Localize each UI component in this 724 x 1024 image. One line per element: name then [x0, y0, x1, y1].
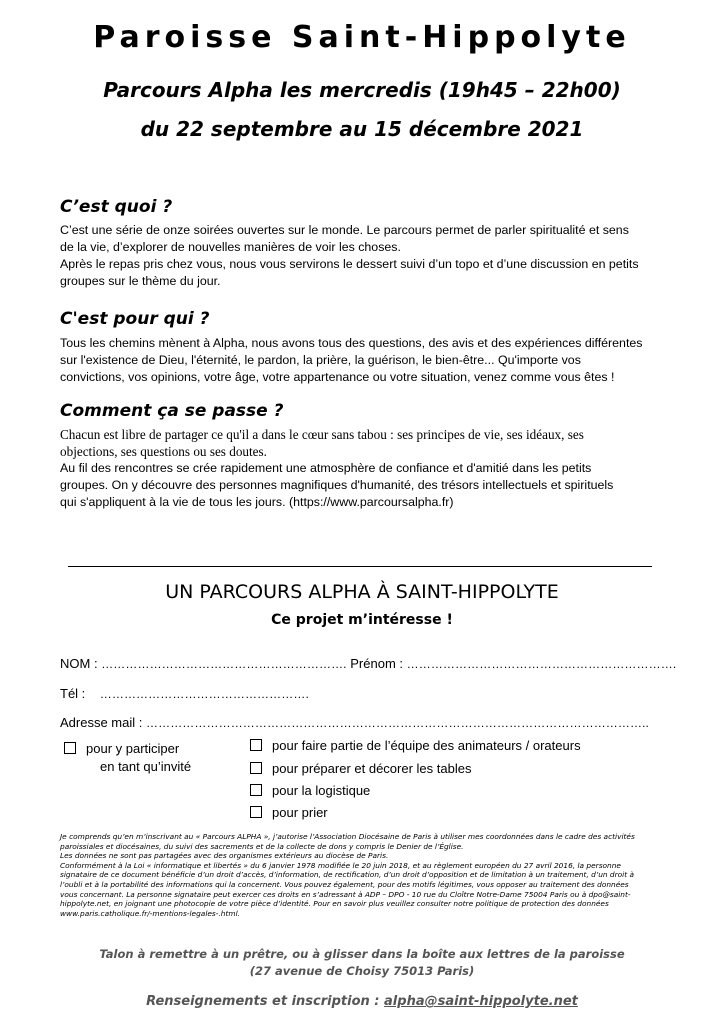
- tel-field[interactable]: …………………………………………….: [99, 687, 309, 701]
- text-line: objections, ses questions ou ses doutes.: [60, 444, 267, 459]
- prenom-field[interactable]: ………………………………………………………….: [406, 657, 677, 671]
- footer-instructions: Talon à remettre à un prêtre, ou à glisser dans la boîte aux lettres de la paroisse: [99, 947, 625, 961]
- legal-line: hippolyte.net, en joignant une photocopie de votre pièce d’identité. Pour en savoir plus veuillez consulter notre politique de protection des données: [60, 899, 609, 909]
- legal-line: l’oubli et à la portabilité des informations qui la concernent. Vous pouvez également, pour des motifs légitimes, vous opposer au traitement des données: [60, 879, 629, 889]
- section-heading-how: Comment ça se passe ?: [60, 401, 284, 421]
- text-line: C’est une série de onze soirées ouvertes sur le monde. Le parcours permet de parler spiritualité et sens: [60, 223, 629, 237]
- text-line: qui s'appliquent à la vie de tous les jours. (https://www.parcoursalpha.fr): [60, 495, 454, 509]
- text-line: Tous les chemins mènent à Alpha, nous avons tous des questions, des avis et des expériences différentes: [60, 336, 643, 350]
- checkbox[interactable]: [250, 762, 262, 774]
- text-line: Chacun est libre de partager ce qu'il a dans le cœur sans tabou : ses principes de vie, ses idéaux, ses: [60, 427, 584, 442]
- option-tables[interactable]: [250, 761, 471, 776]
- page-subtitle-schedule: Parcours Alpha les mercredis (19h45 – 22h00): [103, 78, 621, 102]
- option-label: pour y participer: [86, 741, 180, 756]
- checkbox[interactable]: [64, 742, 76, 754]
- text-line: groupes sur le thème du jour.: [60, 274, 221, 288]
- option-animateurs[interactable]: [250, 738, 581, 753]
- text-line: Au fil des rencontres se crée rapidement une atmosphère de confiance et d'amitié dans les petits: [60, 461, 592, 475]
- section-body-what: [60, 222, 668, 290]
- footer-address: (27 avenue de Choisy 75013 Paris): [249, 964, 475, 978]
- text-line: Après le repas pris chez vous, nous vous servirons le dessert suivi d’un topo et d’une discussion en petits: [60, 257, 639, 271]
- footer-email-link[interactable]: alpha@saint-hippolyte.net: [384, 994, 578, 1009]
- legal-line: Je comprends qu’en m’inscrivant au « Parcours ALPHA », j’autorise l’Association Diocésaine de Paris à utiliser mes coordonnées dans le cadre des activités: [60, 832, 635, 841]
- footer-contact-label: Renseignements et inscription :: [146, 994, 385, 1009]
- option-participer-line2: en tant qu’invité: [100, 759, 192, 774]
- divider: [68, 566, 652, 567]
- section-heading-what: C’est quoi ?: [60, 197, 173, 217]
- text-line: groupes. On y découvre des personnes magnifiques d'humanité, des trésors intellectuels et spirituels: [60, 478, 614, 492]
- form-title: UN PARCOURS ALPHA À SAINT-HIPPOLYTE: [165, 581, 559, 603]
- legal-line: www.paris.catholique.fr/-mentions-legales-.html.: [60, 908, 240, 918]
- text-line: de la vie, d’explorer de nouvelles manières de voir les choses.: [60, 240, 401, 254]
- option-label: pour prier: [272, 805, 328, 820]
- legal-line: signataire de ce document bénéficie d’un droit d’accès, d’information, de rectification, d’un droit d’opposition et de limitation à un traitement, d’un droit à: [60, 870, 634, 880]
- option-label: pour la logistique: [272, 783, 371, 798]
- legal-line: paroissiales et diocésaines, du suivi des sacrements et de la collecte de dons y compris le Denier de l’Église.: [60, 841, 464, 851]
- tel-label: Tél :: [60, 686, 86, 701]
- prenom-label: Prénom :: [350, 656, 403, 671]
- form-subtitle: Ce projet m’intéresse !: [271, 612, 453, 628]
- page-title: Paroisse Saint-Hippolyte: [93, 20, 631, 55]
- section-heading-who: C'est pour qui ?: [60, 309, 210, 329]
- option-prier[interactable]: [250, 805, 328, 820]
- footer-contact: [0, 994, 724, 1009]
- legal-line: Conformément à la Loi « informatique et libertés » du 6 janvier 1978 modifiée le 20 juin 2018, et au règlement européen du 27 avril 2016, la personne: [60, 860, 621, 870]
- nom-field[interactable]: …………………………………………………….: [101, 657, 347, 671]
- option-participer[interactable]: [64, 741, 179, 756]
- section-body-who: [60, 335, 668, 386]
- tel-row: [60, 686, 309, 701]
- option-label: pour faire partie de l’équipe des animateurs / orateurs: [272, 738, 581, 753]
- mail-row: [60, 715, 649, 730]
- legal-line: Les données ne sont pas partagées avec des organismes extérieurs au diocèse de Paris.: [60, 851, 389, 861]
- legal-notice: [60, 832, 670, 918]
- mail-label: Adresse mail :: [60, 715, 143, 730]
- checkbox[interactable]: [250, 784, 262, 796]
- text-line: convictions, vos opinions, votre âge, votre appartenance ou votre situation, venez comme vous êtes !: [60, 370, 615, 384]
- name-row: [60, 656, 676, 671]
- nom-label: NOM :: [60, 656, 98, 671]
- option-logistique[interactable]: [250, 783, 370, 798]
- legal-line: vous concernant. La personne signataire peut exercer ces droits en s’adressant à ADP – DPO - 10 rue du Cloître Notre-Dame 75004 Paris ou à dpo@saint-: [60, 889, 631, 899]
- checkbox[interactable]: [250, 806, 262, 818]
- page-subtitle-dates: du 22 septembre au 15 décembre 2021: [140, 117, 584, 141]
- option-label: pour préparer et décorer les tables: [272, 761, 472, 776]
- text-line: sur l'existence de Dieu, l'éternité, le pardon, la prière, la guérison, le bien-être... Qu'importe vos: [60, 353, 581, 367]
- checkbox[interactable]: [250, 739, 262, 751]
- section-body-how: [60, 426, 668, 511]
- mail-field[interactable]: ……………………………………………………………………………………………………………..: [146, 716, 649, 730]
